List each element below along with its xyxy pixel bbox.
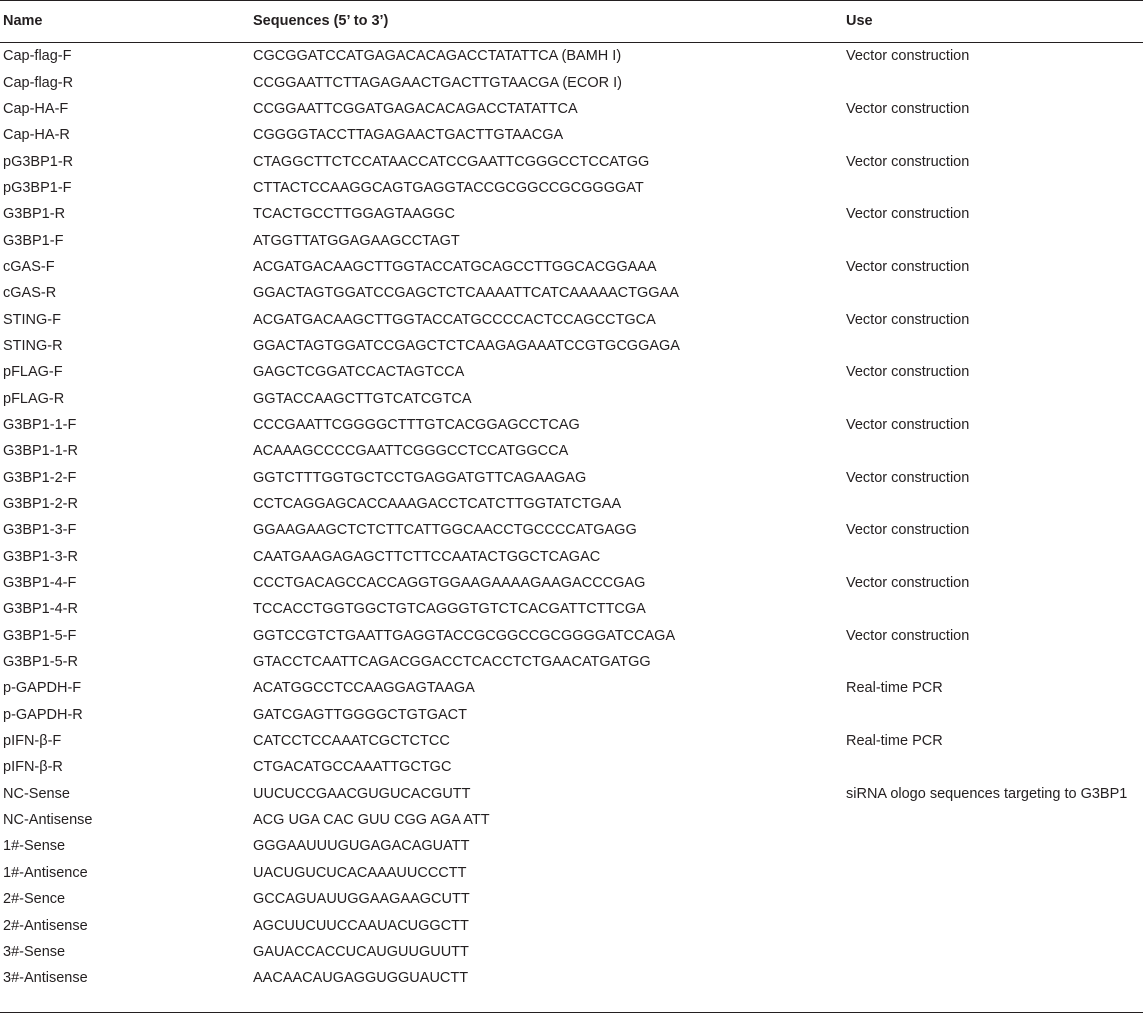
cell-sequence: CGGGGTACCTTAGAGAACTGACTTGTAACGA	[253, 127, 564, 144]
table-row	[0, 43, 1143, 70]
cell-use: Vector construction	[846, 311, 970, 328]
table-row	[0, 675, 1143, 701]
cell-name: NC-Sense	[3, 785, 70, 802]
cell-sequence: GATCGAGTTGGGGCTGTGACT	[253, 706, 468, 723]
cell-sequence: UUCUCCGAACGUGUCACGUTT	[253, 785, 471, 802]
cell-name: 1#-Sense	[3, 838, 66, 855]
table-row	[0, 544, 1143, 570]
table-row	[0, 965, 1143, 991]
table-row	[0, 201, 1143, 227]
cell-sequence: ATGGTTATGGAGAAGCCTAGT	[253, 232, 460, 249]
table-row	[0, 702, 1143, 728]
cell-name: G3BP1-F	[3, 232, 64, 249]
table-row	[0, 306, 1143, 332]
cell-sequence: CGCGGATCCATGAGACACAGACCTATATTCA (BAMH I)	[253, 48, 622, 65]
cell-use	[843, 491, 1143, 517]
cell-name: 3#-Sense	[3, 943, 66, 960]
table-row	[0, 412, 1143, 438]
cell-name: Cap-flag-R	[3, 74, 74, 91]
cell-name: NC-Antisense	[3, 812, 93, 829]
cell-use: Vector construction	[846, 416, 970, 433]
cell-use: siRNA ologo sequences targeting to G3BP1	[846, 785, 1128, 802]
cell-sequence: CATCCTCCAAATCGCTCTCC	[253, 733, 450, 750]
cell-sequence: CTTACTCCAAGGCAGTGAGGTACCGCGGCCGCGGGGAT	[253, 179, 644, 196]
table-row	[0, 939, 1143, 965]
cell-use: Vector construction	[846, 100, 970, 117]
cell-name: pIFN-β-F	[3, 733, 62, 750]
table-row	[0, 781, 1143, 807]
table-row	[0, 280, 1143, 306]
cell-use	[843, 649, 1143, 675]
cell-use: Real-time PCR	[846, 733, 943, 750]
cell-name: STING-R	[3, 337, 63, 354]
table-row	[0, 385, 1143, 411]
cell-sequence: GGACTAGTGGATCCGAGCTCTCAAAATTCATCAAAAACTGGAA	[253, 285, 679, 302]
cell-name: G3BP1-3-F	[3, 522, 77, 539]
cell-use: Vector construction	[846, 627, 970, 644]
table-bottom-rule	[0, 1012, 1143, 1013]
cell-use	[843, 438, 1143, 464]
cell-name: G3BP1-1-F	[3, 416, 77, 433]
table-row	[0, 886, 1143, 912]
cell-name: 2#-Sence	[3, 891, 66, 908]
table-row	[0, 860, 1143, 886]
cell-use	[843, 69, 1143, 95]
cell-use: Vector construction	[846, 469, 970, 486]
cell-use	[843, 912, 1143, 938]
cell-sequence: GGGAAUUUGUGAGACAGUATT	[253, 838, 470, 855]
table-row	[0, 912, 1143, 938]
table-row	[0, 649, 1143, 675]
cell-name: pFLAG-R	[3, 390, 65, 407]
table-row	[0, 122, 1143, 148]
cell-sequence: GTACCTCAATTCAGACGGACCTCACCTCTGAACATGATGG	[253, 654, 651, 671]
cell-sequence: UACUGUCUCACAAAUUCCCTT	[253, 864, 467, 881]
cell-use: Vector construction	[846, 48, 970, 65]
cell-use: Real-time PCR	[846, 680, 943, 697]
table-row	[0, 254, 1143, 280]
cell-sequence: GGACTAGTGGATCCGAGCTCTCAAGAGAAATCCGTGCGGAGA	[253, 337, 680, 354]
cell-name: G3BP1-R	[3, 206, 66, 223]
cell-use	[843, 702, 1143, 728]
cell-name: cGAS-F	[3, 258, 55, 275]
header-row	[0, 0, 1143, 43]
cell-name: pFLAG-F	[3, 364, 63, 381]
cell-use	[843, 122, 1143, 148]
cell-use	[843, 280, 1143, 306]
cell-sequence: ACAAAGCCCCGAATTCGGGCCTCCATGGCCA	[253, 443, 569, 460]
cell-name: G3BP1-2-R	[3, 496, 78, 513]
cell-use: Vector construction	[846, 575, 970, 592]
cell-name: G3BP1-5-R	[3, 654, 78, 671]
cell-name: Cap-HA-F	[3, 100, 69, 117]
cell-use: Vector construction	[846, 206, 970, 223]
cell-sequence: CTGACATGCCAAATTGCTGC	[253, 759, 452, 776]
table-row	[0, 465, 1143, 491]
cell-sequence: GAUACCACCUCAUGUUGUUTT	[253, 943, 469, 960]
cell-use: Vector construction	[846, 153, 970, 170]
cell-name: pIFN-β-R	[3, 759, 63, 776]
table-header	[0, 0, 1143, 43]
cell-name: pG3BP1-R	[3, 153, 74, 170]
table-row	[0, 517, 1143, 543]
cell-sequence: CCCGAATTCGGGGCTTTGTCACGGAGCCTCAG	[253, 416, 580, 433]
cell-sequence: CCGGAATTCTTAGAGAACTGACTTGTAACGA (ECOR I)	[253, 74, 622, 91]
table-row	[0, 807, 1143, 833]
cell-sequence: TCACTGCCTTGGAGTAAGGC	[253, 206, 455, 223]
cell-use	[843, 807, 1143, 833]
cell-name: cGAS-R	[3, 285, 57, 302]
cell-use	[843, 833, 1143, 859]
cell-sequence: ACGATGACAAGCTTGGTACCATGCCCCACTCCAGCCTGCA	[253, 311, 656, 328]
cell-name: G3BP1-2-F	[3, 469, 77, 486]
cell-use	[843, 596, 1143, 622]
table-row	[0, 227, 1143, 253]
table-row	[0, 491, 1143, 517]
cell-use	[843, 860, 1143, 886]
table-row	[0, 833, 1143, 859]
cell-use: Vector construction	[846, 364, 970, 381]
table-row	[0, 148, 1143, 174]
cell-sequence: TCCACCTGGTGGCTGTCAGGGTGTCTCACGATTCTTCGA	[253, 601, 646, 618]
table-row	[0, 623, 1143, 649]
cell-sequence: CCCTGACAGCCACCAGGTGGAAGAAAAGAAGACCCGAG	[253, 575, 646, 592]
cell-sequence: GCCAGUAUUGGAAGAAGCUTT	[253, 891, 470, 908]
cell-sequence: CAATGAAGAGAGCTTCTTCCAATACTGGCTCAGAC	[253, 548, 601, 565]
cell-name: G3BP1-4-F	[3, 575, 77, 592]
cell-use	[843, 227, 1143, 253]
cell-name: pG3BP1-F	[3, 179, 72, 196]
cell-use	[843, 754, 1143, 780]
cell-sequence: GGTCTTTGGTGCTCCTGAGGATGTTCAGAAGAG	[253, 469, 587, 486]
cell-sequence: ACGATGACAAGCTTGGTACCATGCAGCCTTGGCACGGAAA	[253, 258, 657, 275]
cell-sequence: GAGCTCGGATCCACTAGTCCA	[253, 364, 465, 381]
cell-use	[843, 333, 1143, 359]
cell-sequence: AGCUUCUUCCAAUACUGGCTT	[253, 917, 469, 934]
cell-name: 3#-Antisense	[3, 970, 88, 987]
table-row	[0, 96, 1143, 122]
cell-use	[843, 886, 1143, 912]
table-row	[0, 69, 1143, 95]
table-row	[0, 175, 1143, 201]
header-name: Name	[0, 0, 250, 43]
header-use: Use	[843, 0, 1143, 43]
cell-sequence: ACG UGA CAC GUU CGG AGA ATT	[253, 812, 490, 829]
header-sequence: Sequences (5’ to 3’)	[250, 0, 843, 43]
table-body	[0, 43, 1143, 992]
cell-use	[843, 939, 1143, 965]
cell-name: G3BP1-1-R	[3, 443, 78, 460]
cell-name: Cap-flag-F	[3, 48, 72, 65]
cell-sequence: ACATGGCCTCCAAGGAGTAAGA	[253, 680, 475, 697]
cell-use	[843, 385, 1143, 411]
cell-sequence: CCGGAATTCGGATGAGACACAGACCTATATTCA	[253, 100, 578, 117]
table-row	[0, 570, 1143, 596]
cell-name: Cap-HA-R	[3, 127, 70, 144]
cell-name: STING-F	[3, 311, 61, 328]
cell-sequence: AACAACAUGAGGUGGUAUCTT	[253, 970, 469, 987]
cell-name: p-GAPDH-F	[3, 680, 82, 697]
table-row	[0, 438, 1143, 464]
cell-sequence: CTAGGCTTCTCCATAACCATCCGAATTCGGGCCTCCATGG	[253, 153, 650, 170]
table-row	[0, 333, 1143, 359]
cell-name: G3BP1-5-F	[3, 627, 77, 644]
cell-name: G3BP1-3-R	[3, 548, 78, 565]
cell-sequence: GGTACCAAGCTTGTCATCGTCA	[253, 390, 472, 407]
table-row	[0, 728, 1143, 754]
cell-use	[843, 965, 1143, 991]
cell-name: 1#-Antisence	[3, 864, 88, 881]
table-row	[0, 359, 1143, 385]
cell-use	[843, 175, 1143, 201]
cell-sequence: CCTCAGGAGCACCAAAGACCTCATCTTGGTATCTGAA	[253, 496, 622, 513]
cell-name: 2#-Antisense	[3, 917, 88, 934]
cell-use	[843, 544, 1143, 570]
cell-sequence: GGAAGAAGCTCTCTTCATTGGCAACCTGCCCCATGAGG	[253, 522, 637, 539]
cell-use: Vector construction	[846, 522, 970, 539]
table-row	[0, 754, 1143, 780]
cell-name: p-GAPDH-R	[3, 706, 83, 723]
cell-sequence: GGTCCGTCTGAATTGAGGTACCGCGGCCGCGGGGATCCAGA	[253, 627, 676, 644]
cell-name: G3BP1-4-R	[3, 601, 78, 618]
table-row	[0, 596, 1143, 622]
cell-use: Vector construction	[846, 258, 970, 275]
